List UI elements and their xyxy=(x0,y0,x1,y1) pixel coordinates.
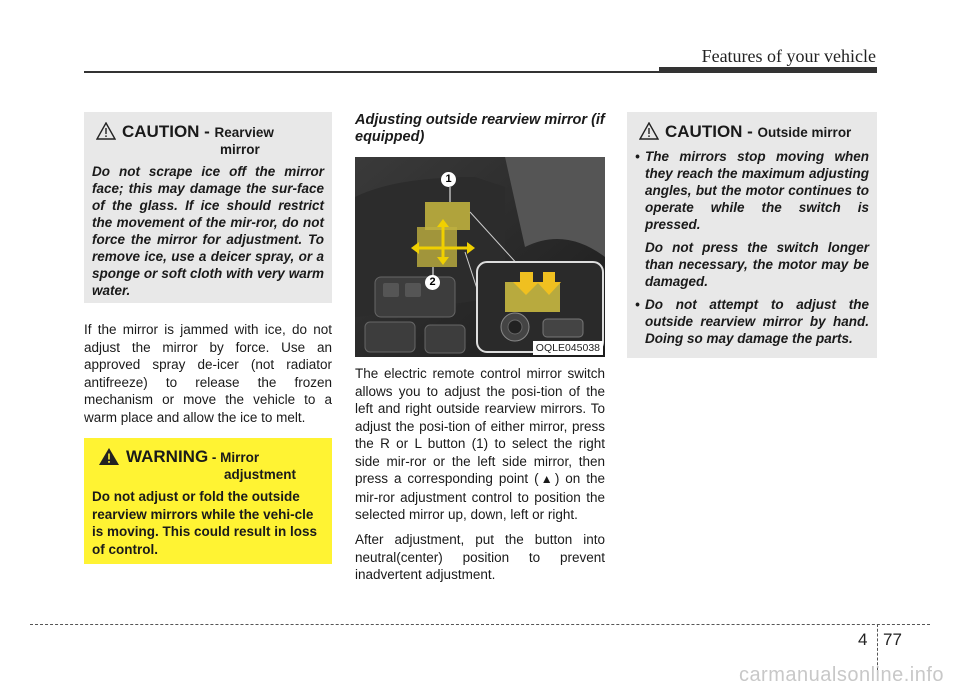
mirror-switch-figure xyxy=(355,157,605,357)
caution-text: Do not scrape ice off the mirror face; this may damage the sur-face of the glass. If ice should restrict the movement of the mir-ror, do not force the mirror for adjustment. To remove ice, use a deicer spray, or a sponge or soft cloth with very warm water. xyxy=(92,164,324,298)
warning-box-mirror xyxy=(84,438,332,564)
caution-bullet-1 xyxy=(635,148,869,290)
bullet-1-text: The mirrors stop moving when they reach the maximum adjusting angles, but the motor continues to operate while the switch is pressed. xyxy=(645,149,869,232)
callout-2: 2 xyxy=(425,275,440,290)
warning-subtitle-line2: adjustment xyxy=(224,467,297,482)
caution-outside-header xyxy=(635,122,869,142)
running-header: Features of your vehicle xyxy=(701,46,876,66)
warning-triangle-icon xyxy=(98,447,120,466)
caution-subtitle-line2: mirror xyxy=(220,142,260,157)
caution-title-block xyxy=(122,122,274,157)
chapter-number: 4 xyxy=(858,630,868,649)
caution-outside-list xyxy=(635,148,869,347)
warning-subtitle: - Mirror xyxy=(208,450,260,465)
caution-box-rearview xyxy=(84,112,332,303)
caution-header xyxy=(92,122,324,157)
bullet-dot-icon: • xyxy=(635,149,640,164)
warning-title: WARNING xyxy=(126,447,209,466)
watermark: carmanualsonline.info xyxy=(738,664,944,686)
caution-triangle-icon xyxy=(96,122,116,140)
caution-title: CAUTION - xyxy=(122,122,215,141)
bullet-1-body xyxy=(645,148,869,290)
section-heading: Adjusting outside rearview mirror (if equipped) xyxy=(355,112,605,145)
bullet-dot-icon: • xyxy=(635,297,640,312)
section-paragraph-1 xyxy=(355,365,605,524)
bullet-2-text: Do not attempt to adjust the outside rearview mirror by hand. Doing so may damage the parts. xyxy=(645,297,869,346)
caution-triangle-icon xyxy=(639,122,659,140)
caution-outside-title: CAUTION - xyxy=(665,122,758,141)
callout-1: 1 xyxy=(441,172,456,187)
bullet-1-extra: Do not press the switch longer than necessary, the motor may be damaged. xyxy=(645,240,869,289)
page-number: 77 xyxy=(883,630,902,649)
left-paragraph: If the mirror is jammed with ice, do not adjust the mirror by force. Use an approved spray de-icer (not radiator antifreeze) to release the frozen mechanism or move the vehicle to a warm place and allow the ice to melt. xyxy=(84,322,332,425)
caution-subtitle: Rearview xyxy=(214,125,274,140)
warning-title-block xyxy=(126,447,296,482)
up-arrow-icon: ▲ xyxy=(538,472,555,486)
header-rule-accent xyxy=(659,67,877,73)
warning-text: Do not adjust or fold the outside rearview mirrors while the vehi-cle is moving. This could result in loss of control. xyxy=(92,489,318,557)
paragraph-1-part-b: ) on the mir-ror adjustment control to position the selected mirror up, down, left or right. xyxy=(355,471,605,522)
caution-outside-title-block xyxy=(665,122,851,142)
mirror-switch-illustration xyxy=(355,157,605,357)
figure-code: OQLE045038 xyxy=(533,341,603,355)
footer-rule xyxy=(30,624,930,625)
warning-header xyxy=(92,447,324,482)
caution-bullet-2 xyxy=(635,296,869,347)
paragraph-1-part-a: The electric remote control mirror switch allows you to adjust the posi-tion of the left and right outside rearview mirrors. To adjust the posi-tion of either mirror, press the R or L button (1) to select the right side mir-ror or the left side mirror, then press a corresponding point ( xyxy=(355,366,605,486)
caution-outside-subtitle: Outside mirror xyxy=(757,125,852,140)
header-rule xyxy=(84,71,659,73)
section-paragraph-2: After adjustment, put the button into neutral(center) position to prevent inadvertent adjustment. xyxy=(355,532,605,582)
caution-box-outside-mirror xyxy=(627,112,877,358)
